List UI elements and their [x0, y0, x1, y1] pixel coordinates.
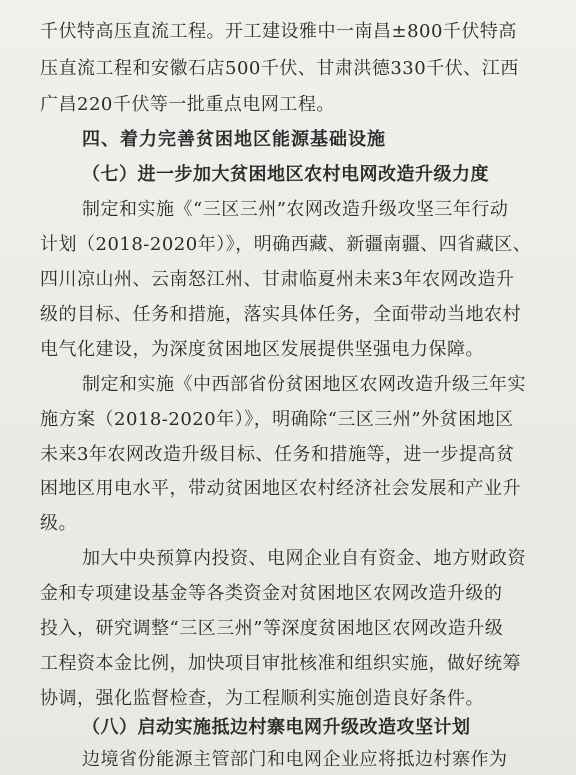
text-line: 投入，研究调整“三区三州”等深度贫困地区农网改造升级: [40, 618, 504, 639]
text-line: 压直流工程和安徽石店500千伏、甘肃洪德330千伏、江西: [40, 58, 519, 79]
text-line: 电气化建设，为深度贫困地区发展提供坚强电力保障。: [40, 339, 484, 360]
text-line: 制定和实施《中西部省份贫困地区农网改造升级三年实: [82, 374, 526, 395]
subheading-8: （八）启动实施抵边村寨电网升级改造攻坚计划: [82, 717, 471, 738]
text-line: 计划（2018-2020年）》，明确西藏、新疆南疆、四省藏区、: [40, 234, 532, 255]
text-line: 级的目标、任务和措施，落实具体任务，全面带动当地农村: [40, 304, 521, 325]
text-line: 工程资本金比例，加快项目审批核准和组织实施，做好统筹: [40, 653, 521, 674]
text-line: 级。: [40, 513, 77, 534]
text-line: 千伏特高压直流工程。开工建设雅中一南昌±800千伏特高: [40, 21, 517, 42]
text-line: 协调，强化监督检查，为工程顺利实施创造良好条件。: [40, 688, 484, 709]
text-line: 困地区用电水平，带动贫困地区农村经济社会发展和产业升: [40, 478, 521, 499]
text-line: 加大中央预算内投资、电网企业自有资金、地方财政资: [82, 548, 526, 569]
text-line: 制定和实施《“三区三州”农网改造升级攻坚三年行动: [82, 199, 509, 220]
text-line: 四川凉山州、云南怒江州、甘肃临夏州未来3年农网改造升: [40, 269, 515, 290]
text-line: 金和专项建设基金等各类资金对贫困地区农网改造升级的: [40, 583, 503, 604]
text-line: 边境省份能源主管部门和电网企业应将抵边村寨作为: [82, 749, 508, 770]
text-line: 广昌220千伏等一批重点电网工程。: [40, 94, 335, 115]
section-heading: 四、着力完善贫困地区能源基础设施: [82, 129, 386, 150]
text-line: 施方案（2018-2020年）》，明确除“三区三州”外贫困地区: [40, 409, 514, 430]
subheading-7: （七）进一步加大贫困地区农村电网改造升级力度: [82, 164, 489, 185]
text-line: 未来3年农网改造升级目标、任务和措施等，进一步提高贫: [40, 444, 515, 465]
